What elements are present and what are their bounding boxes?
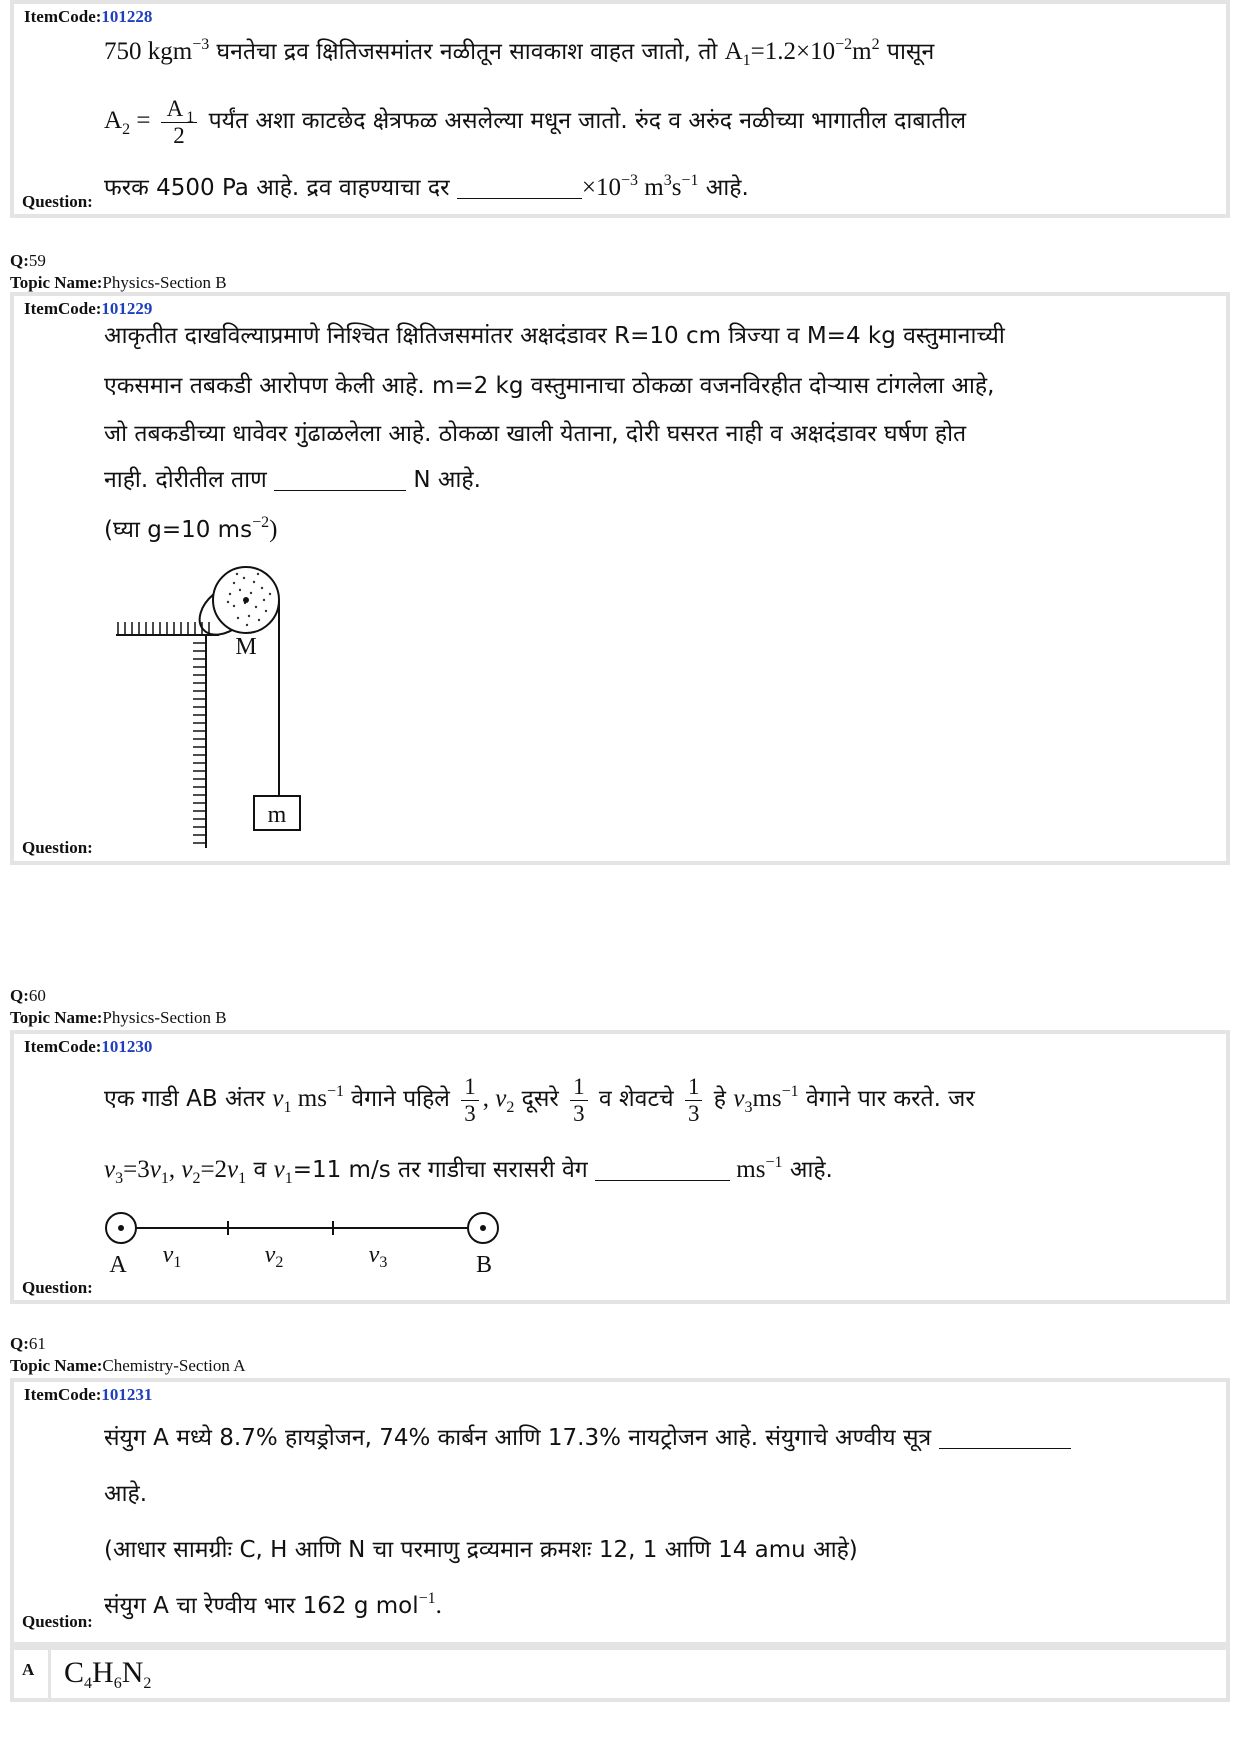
option-divider — [48, 1650, 51, 1698]
q60-question-box — [10, 1030, 1230, 1304]
item-code: ItemCode:101230 — [24, 1037, 153, 1056]
topic-name: Physics-Section B — [102, 273, 227, 292]
item-code: ItemCode:101229 — [24, 299, 153, 318]
v3-label: $v_3$ — [368, 1242, 388, 1271]
question-label: Question: — [22, 838, 93, 857]
q61-line-1: संयुग A मध्ये 8.7% हायड्रोजन, 74% कार्बन आणि 17.3% नायट्रोजन आहे. संयुगाचे अण्वीय सूत्र — [104, 1418, 1206, 1458]
item-code-value: 101229 — [101, 299, 153, 318]
q61-line-3: (आधार सामग्रीः C, H आणि N चा परमाणु द्रव्यमान क्रमशः 12, 1 आणि 14 amu आहे) — [104, 1537, 858, 1563]
q60-meta: Q:60 Topic Name:Physics-Section B — [10, 986, 227, 1027]
q59-meta: Q:59 Topic Name:Physics-Section B — [10, 251, 227, 292]
fraction-one-third: $\frac{1}{3}$ — [461, 1074, 479, 1127]
q59-line-4: नाही. दोरीतील ताण N आहे. — [104, 467, 481, 493]
answer-blank — [939, 1423, 1071, 1449]
item-code-value: 101228 — [101, 7, 153, 26]
item-code-value: 101231 — [101, 1385, 153, 1404]
item-code: ItemCode:101228 — [24, 7, 153, 26]
topic-name: Chemistry-Section A — [102, 1356, 246, 1375]
q58-line-3: फरक 4500 Pa आहे. द्रव वाहण्याचा दर $\times 10^{-3}$ $m^3s^{-1}$ आहे. — [104, 172, 749, 201]
q61-line-4: संयुग A चा रेण्वीय भार 162 g mol$^{-1}$. — [104, 1590, 442, 1619]
question-number: 61 — [28, 1334, 46, 1353]
q61-question-box — [10, 1378, 1230, 1646]
q59-line-2: एकसमान तबकडी आरोपण केली आहे. m=2 kg वस्तुमानाचा ठोकळा वजनविरहीत दोऱ्यास टांगलेला आहे, — [104, 373, 995, 399]
option-value: $C_4H_6N_2$ — [64, 1656, 152, 1692]
v1-label: $v_1$ — [162, 1242, 182, 1271]
disc-label: M — [235, 634, 257, 660]
answer-blank — [595, 1155, 730, 1181]
q58-line-2: $A_2$ = $\frac{A _1}{2}$ पर्यंत अशा काटछेद क्षेत्रफळ असलेल्या मधून जातो. रुंद व अरुंद नळीच्या भागातील दाबातील — [104, 96, 967, 148]
fraction-one-third: $\frac{1}{3}$ — [570, 1074, 588, 1127]
question-number: 60 — [28, 986, 46, 1005]
q58-line-1: 750 kgm$^{-3}$ घनतेचा द्रव क्षितिजसमांतर नळीतून सावकाश वाहत जातो, तो $A_1=1.2\times 10^{-2}m^2$ पासून — [104, 36, 935, 69]
q61-meta: Q:61 Topic Name:Chemistry-Section A — [10, 1334, 246, 1375]
q60-line-2: $v_3=3v_1$, $v_2=2v_1$ व $v_1=11$ m/s तर गाडीचा सरासरी वेग $ms^{-1}$ आहे. — [104, 1154, 833, 1187]
question-label: Question: — [22, 1612, 93, 1631]
q59-line-1: आकृतीत दाखविल्याप्रमाणे निश्चित क्षितिजसमांतर अक्षदंडावर R=10 cm त्रिज्या व M=4 kg वस्तुमानाच्यी — [104, 323, 1005, 349]
answer-blank — [457, 173, 582, 199]
question-label: Question: — [22, 192, 93, 211]
block-label: m — [267, 802, 287, 828]
v2-label: $v_2$ — [264, 1242, 284, 1271]
option-a[interactable] — [10, 1646, 1230, 1702]
point-b-label: B — [475, 1252, 493, 1278]
answer-blank — [274, 465, 406, 491]
item-code: ItemCode:101231 — [24, 1385, 153, 1404]
item-code-value: 101230 — [101, 1037, 153, 1056]
track-diagram — [104, 1210, 524, 1280]
option-label: A — [22, 1660, 35, 1679]
question-label: Question: — [22, 1278, 93, 1297]
question-number: 59 — [28, 251, 46, 270]
fraction-one-third: $\frac{1}{3}$ — [685, 1074, 703, 1127]
point-a-label: A — [109, 1252, 127, 1278]
q59-line-3: जो तबकडीच्या धावेवर गुंढाळलेला आहे. ठोकळा खाली येताना, दोरी घसरत नाही व अक्षदंडावर घर्षण होत — [104, 421, 967, 447]
topic-name: Physics-Section B — [102, 1008, 227, 1027]
q59-question-box — [10, 292, 1230, 865]
q58-question-box — [10, 0, 1230, 218]
q61-line-2: आहे. — [104, 1481, 148, 1507]
q60-line-1: एक गाडी AB अंतर $v_1$ $ms^{-1}$ वेगाने पहिले $\frac{1}{3}$ , $v_2$ दूसरे $\frac{1}{3}$ व शेवटचे $\frac{1}{3}$ हे $v_3ms^{-1}$ वेगाने पार करते. जर — [104, 1074, 975, 1126]
pulley-diagram — [104, 558, 324, 858]
fraction-a1-over-2: $\frac{A _1}{2}$ — [161, 96, 198, 149]
q59-line-5: (घ्या g=10 $ms^{-2}$) — [104, 514, 278, 543]
